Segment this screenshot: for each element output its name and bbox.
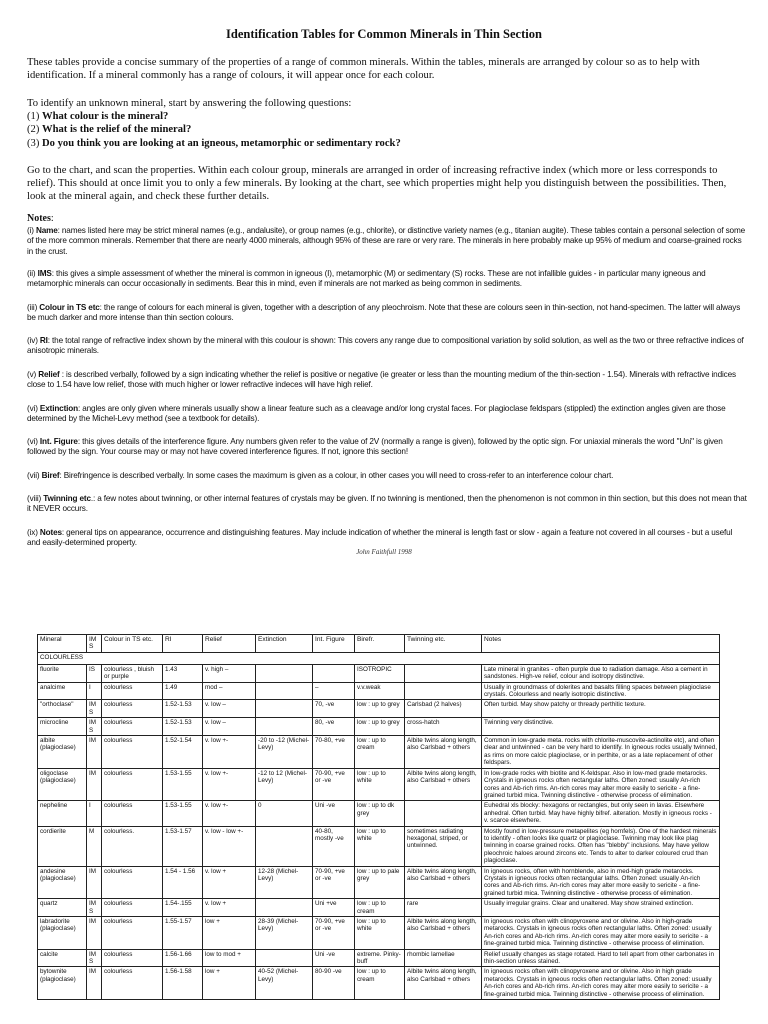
colour-cell: colourless , bluish or purple bbox=[102, 664, 163, 682]
relief-cell: v. low - low +- bbox=[203, 826, 256, 866]
birefringence-cell: v.v.weak bbox=[355, 682, 405, 700]
mineral-name-cell: "orthoclase" bbox=[38, 700, 87, 718]
column-header: Birefr. bbox=[355, 635, 405, 653]
note-item bbox=[27, 269, 747, 290]
relief-cell: v. high – bbox=[203, 664, 256, 682]
note-item bbox=[27, 303, 747, 324]
twinning-cell: Albite twins along length, also Carlsbad + others bbox=[405, 917, 482, 950]
colour-cell: colourless bbox=[102, 899, 163, 917]
notes-heading-label: Notes bbox=[27, 213, 51, 224]
mineral-name-cell: labradorite (plagioclase) bbox=[38, 917, 87, 950]
birefringence-cell: low : up to pale grey bbox=[355, 866, 405, 899]
birefringence-cell: low : up to white bbox=[355, 917, 405, 950]
note-number: (vii) bbox=[27, 471, 40, 480]
notes-cell: Late mineral in granites - often purple due to radiation damage. Also a cement in sandstones. High-ve relief, colour and isotropy distinctive. bbox=[482, 664, 720, 682]
mineral-name-cell: oligoclase (plagioclase) bbox=[38, 768, 87, 801]
birefringence-cell: low : up to cream bbox=[355, 899, 405, 917]
ri-cell: 1.55-1.57 bbox=[163, 917, 203, 950]
table-row bbox=[38, 917, 720, 950]
note-text: : general tips on appearance, occurrence and distinguishing features. May include indication of whether the mineral is length fast or slow - again a feature not covered in all courses - but a useful and easily-determined property. bbox=[27, 528, 733, 548]
colour-cell: colourless bbox=[102, 736, 163, 769]
note-item bbox=[27, 437, 747, 458]
note-item bbox=[27, 494, 747, 515]
ri-cell: 1.53-1.57 bbox=[163, 826, 203, 866]
notes-cell: In igneous rocks often with clinopyroxene and or olivine. Also in high-grade metarocks. Crystals in igneous rocks often rectangular laths. Often zoned: usually An-rich cores and Ab-rich rims. An-rich cores may alter more easily to sericite - a fine-grained turbid mica. Twinning distinctive - otherwise process of elimination. bbox=[482, 917, 720, 950]
note-key: Name bbox=[35, 226, 58, 235]
int-figure-cell: 70, -ve bbox=[313, 700, 355, 718]
extinction-cell bbox=[256, 949, 313, 967]
twinning-cell bbox=[405, 682, 482, 700]
relief-cell: v. low – bbox=[203, 718, 256, 736]
questions-intro: To identify an unknown mineral, start by answering the following questions: bbox=[27, 98, 352, 109]
ims-cell: IM bbox=[87, 967, 102, 1000]
table-row bbox=[38, 664, 720, 682]
note-item bbox=[27, 404, 747, 425]
note-text: .: a few notes about twinning, or other internal features of crystals may be given. If no twinning is mentioned, then the phenomenon is not common in thin section, but this does not mean that it NEVER occurs. bbox=[27, 494, 747, 514]
int-figure-cell: 80, -ve bbox=[313, 718, 355, 736]
extinction-cell bbox=[256, 682, 313, 700]
twinning-cell: rare bbox=[405, 899, 482, 917]
ri-cell: 1.52-1.53 bbox=[163, 718, 203, 736]
table-row bbox=[38, 682, 720, 700]
table-row bbox=[38, 736, 720, 769]
ims-cell: IMS bbox=[87, 949, 102, 967]
ri-cell: 1.53-1.55 bbox=[163, 768, 203, 801]
note-key: RI bbox=[39, 336, 48, 345]
ri-cell: 1.54-.155 bbox=[163, 899, 203, 917]
ims-cell: IMS bbox=[87, 700, 102, 718]
table-row bbox=[38, 826, 720, 866]
table-row bbox=[38, 899, 720, 917]
note-item bbox=[27, 336, 747, 357]
colour-cell: colourless bbox=[102, 917, 163, 950]
relief-cell: v. low +- bbox=[203, 768, 256, 801]
extinction-cell: 0 bbox=[256, 801, 313, 826]
notes-heading: Notes: bbox=[27, 213, 54, 224]
birefringence-cell: low : up to grey bbox=[355, 700, 405, 718]
table-row bbox=[38, 949, 720, 967]
notes-cell: In igneous rocks often with clinopyroxene and or olivine. Also in high grade metarocks. Crystals in igneous rocks often rectangular laths. Often zoned: usually An-rich cores and Ab-rich rims. An-rich cores may alter more easily to sericite - a fine-grained turbid mica. Twinning distinctive - otherwise process of elimination. bbox=[482, 967, 720, 1000]
extinction-cell bbox=[256, 899, 313, 917]
note-number: (v) bbox=[27, 370, 37, 379]
mineral-name-cell: andesine (plagioclase) bbox=[38, 866, 87, 899]
table-row bbox=[38, 866, 720, 899]
column-header: IMS bbox=[87, 635, 102, 653]
column-header: Twinning etc. bbox=[405, 635, 482, 653]
colour-cell: colourless bbox=[102, 967, 163, 1000]
relief-cell: v. low + bbox=[203, 866, 256, 899]
extinction-cell: -20 to -12 (Michel-Levy) bbox=[256, 736, 313, 769]
ims-cell: IS bbox=[87, 664, 102, 682]
question-number: (1) bbox=[27, 111, 40, 123]
ims-cell: IM bbox=[87, 917, 102, 950]
note-item bbox=[27, 370, 747, 391]
int-figure-cell: Uni -ve bbox=[313, 949, 355, 967]
twinning-cell bbox=[405, 664, 482, 682]
note-text: : angles are only given where minerals usually show a linear feature such as a cleavage and/or long crystal faces. For plagioclase feldspars (stippled) the extinction angles given are those determined by the Michel-Levy method (see a textbook for details). bbox=[27, 404, 726, 424]
question-text: What is the relief of the mineral? bbox=[42, 124, 192, 136]
notes-cell: In igneous rocks, often with hornblende, also in med-high grade metarocks. Crystals in igneous rocks often rectangular laths. Often zoned: usually An-rich cores and Ab-rich rims. An-rich cores may alter more easily to sericite - a fine-grained turbid mica. Twinning distinctive - otherwise process of elimination. bbox=[482, 866, 720, 899]
birefringence-cell: low : up to cream bbox=[355, 736, 405, 769]
int-figure-cell: 80-90 -ve bbox=[313, 967, 355, 1000]
ims-cell: IM bbox=[87, 768, 102, 801]
ims-cell: IM bbox=[87, 866, 102, 899]
twinning-cell bbox=[405, 801, 482, 826]
note-key: Relief bbox=[38, 370, 60, 379]
int-figure-cell: – bbox=[313, 682, 355, 700]
mineral-name-cell: quartz bbox=[38, 899, 87, 917]
twinning-cell: Albite twins along length, also Carlsbad + others bbox=[405, 768, 482, 801]
notes-cell: Relief usually changes as stage rotated. Hard to tell apart from other carbonates in thin-section unless stained. bbox=[482, 949, 720, 967]
ri-cell: 1.43 bbox=[163, 664, 203, 682]
table-header-row bbox=[38, 635, 720, 653]
colour-cell: colourless. bbox=[102, 826, 163, 866]
author-credit: John Faithfull 1998 bbox=[356, 548, 412, 556]
relief-cell: v. low – bbox=[203, 700, 256, 718]
note-text: : this gives details of the interference figure. Any numbers given refer to the value of 2V (normally a range is given), followed by the optic sign. For uniaxial minerals the word "Uni" is given followed by the sign. Your course may or may not have covered interference figures. If not, ignore this section! bbox=[27, 437, 723, 457]
note-text: : names listed here may be strict mineral names (e.g., andalusite), or group names (e.g., chlorite), or distinctive variety names (e.g., titanian augite). These tables contain a personal selection of some of the more common minerals. Remember that there are nearly 4000 minerals, although 95% of these are rare or very rare. The minerals in here probably make up 95% of medium and coarse-grained rocks in the crust. bbox=[27, 226, 746, 256]
column-header: Colour in TS etc. bbox=[102, 635, 163, 653]
column-header: Mineral bbox=[38, 635, 87, 653]
note-number: (vi) bbox=[27, 437, 38, 446]
colour-cell: colourless bbox=[102, 801, 163, 826]
instructions-paragraph: Go to the chart, and scan the properties. Within each colour group, minerals are arranged in order of increasing refractive index (which more or less corresponds to relief). This should at once limit you to only a few minerals. By looking at the chart, see which properties might help you distinguish between the possibilities. Then, look at the mineral again, and check these further details. bbox=[27, 165, 727, 203]
mineral-name-cell: analcime bbox=[38, 682, 87, 700]
column-header: Relief bbox=[203, 635, 256, 653]
note-key: Notes bbox=[39, 528, 62, 537]
note-item bbox=[27, 471, 747, 481]
twinning-cell: Albite twins along length, also Carlsbad + others bbox=[405, 866, 482, 899]
table-row bbox=[38, 700, 720, 718]
colour-cell: colourless bbox=[102, 682, 163, 700]
question-text: What colour is the mineral? bbox=[42, 111, 169, 123]
note-number: (iii) bbox=[27, 303, 38, 312]
twinning-cell: sometimes radiating hexagonal, striped, or untwinned. bbox=[405, 826, 482, 866]
question-number: (3) bbox=[27, 137, 40, 149]
question-item bbox=[27, 137, 745, 150]
int-figure-cell: 70-90, +ve or -ve bbox=[313, 917, 355, 950]
int-figure-cell: 40-80, mostly -ve bbox=[313, 826, 355, 866]
relief-cell: v. low +- bbox=[203, 801, 256, 826]
note-key: Extinction bbox=[39, 404, 78, 413]
ri-cell: 1.52-1.53 bbox=[163, 700, 203, 718]
extinction-cell: -12 to 12 (Michel-Levy) bbox=[256, 768, 313, 801]
colour-cell: colourless bbox=[102, 768, 163, 801]
note-key: Int. Figure bbox=[39, 437, 78, 446]
colour-group-row bbox=[38, 652, 720, 664]
ims-cell: IMS bbox=[87, 899, 102, 917]
ri-cell: 1.53-1.55 bbox=[163, 801, 203, 826]
notes-cell: Mostly found in low-pressure metapelites (eg hornfels). One of the hardest minerals to identify - often looks like quartz or plagioclase. Twinning may look like plag twinning in coarse grained rocks. Often has "blebby" inclusions. May have yellow pleochroic haloes around zircons etc. Tends to alter to darker coloured crud than plagioclase. bbox=[482, 826, 720, 866]
ri-cell: 1.52-1.54 bbox=[163, 736, 203, 769]
column-header: Int. Figure bbox=[313, 635, 355, 653]
mineral-name-cell: nepheline bbox=[38, 801, 87, 826]
twinning-cell: Carlsbad (2 halves) bbox=[405, 700, 482, 718]
int-figure-cell: Uni -ve bbox=[313, 801, 355, 826]
table-row bbox=[38, 768, 720, 801]
mineral-name-cell: calcite bbox=[38, 949, 87, 967]
int-figure-cell: 70-80, +ve bbox=[313, 736, 355, 769]
birefringence-cell: low : up to white bbox=[355, 826, 405, 866]
mineral-name-cell: albite (plagioclase) bbox=[38, 736, 87, 769]
colour-cell: colourless bbox=[102, 866, 163, 899]
intro-paragraph: These tables provide a concise summary of the properties of a range of common minerals. Within the tables, minerals are arranged by colour so as to help with identification. If a mineral commonly has a range of colours, it will appear once for each colour. bbox=[27, 57, 700, 82]
table-row bbox=[38, 967, 720, 1000]
int-figure-cell: Uni +ve bbox=[313, 899, 355, 917]
notes-cell: Often turbid. May show patchy or thready perthitic texture. bbox=[482, 700, 720, 718]
extinction-cell bbox=[256, 664, 313, 682]
colour-cell: colourless bbox=[102, 949, 163, 967]
column-header: Notes bbox=[482, 635, 720, 653]
notes-cell: Usually irregular grains. Clear and unaltered. May show strained extinction. bbox=[482, 899, 720, 917]
mineral-name-cell: microcline bbox=[38, 718, 87, 736]
relief-cell: v. low +- bbox=[203, 736, 256, 769]
colour-cell: colourless bbox=[102, 700, 163, 718]
extinction-cell bbox=[256, 718, 313, 736]
twinning-cell: Albite twins along length, also Carlsbad + others bbox=[405, 736, 482, 769]
question-item bbox=[27, 123, 745, 136]
extinction-cell bbox=[256, 826, 313, 866]
note-text: : the range of colours for each mineral is given, together with a description of any pleochroism. Note that these are colours seen in thin-section, not hand-specimen. The latter will always be much darker and more intense than thin section colours. bbox=[27, 303, 741, 323]
note-item bbox=[27, 226, 747, 257]
mineral-name-cell: fluorite bbox=[38, 664, 87, 682]
note-number: (ii) bbox=[27, 269, 36, 278]
twinning-cell: Albite twins along length, also Carlsbad + others bbox=[405, 967, 482, 1000]
birefringence-cell: extreme. Pinky-buff bbox=[355, 949, 405, 967]
ims-cell: M bbox=[87, 826, 102, 866]
int-figure-cell: 70-90, +ve or -ve bbox=[313, 866, 355, 899]
relief-cell: mod – bbox=[203, 682, 256, 700]
minerals-table bbox=[37, 634, 720, 1000]
birefringence-cell: low : up to cream bbox=[355, 967, 405, 1000]
relief-cell: v. low + bbox=[203, 899, 256, 917]
colour-cell: colourless bbox=[102, 718, 163, 736]
relief-cell: low + bbox=[203, 967, 256, 1000]
birefringence-cell: low : up to grey bbox=[355, 718, 405, 736]
extinction-cell: 28-39 (Michel-Levy) bbox=[256, 917, 313, 950]
twinning-cell: cross-hatch bbox=[405, 718, 482, 736]
extinction-cell: 12-28 (Michel-Levy) bbox=[256, 866, 313, 899]
ims-cell: IM bbox=[87, 736, 102, 769]
note-key: IMS bbox=[37, 269, 52, 278]
note-number: (vi) bbox=[27, 404, 38, 413]
ri-cell: 1.54 - 1.56 bbox=[163, 866, 203, 899]
birefringence-cell: ISOTROPIC bbox=[355, 664, 405, 682]
note-number: (iv) bbox=[27, 336, 38, 345]
note-number: (i) bbox=[27, 226, 34, 235]
column-header: Extinction bbox=[256, 635, 313, 653]
mineral-name-cell: bytownite (plagioclase) bbox=[38, 967, 87, 1000]
table-row bbox=[38, 718, 720, 736]
extinction-cell bbox=[256, 700, 313, 718]
ims-cell: I bbox=[87, 801, 102, 826]
colour-group-label: COLOURLESS bbox=[38, 652, 720, 664]
question-text: Do you think you are looking at an igneous, metamorphic or sedimentary rock? bbox=[42, 137, 401, 149]
note-text: : this gives a simple assessment of whether the mineral is common in igneous (I), metamorphic (M) or sedimentary (S) rocks. These are not infallible guides - in particular many igneous and metamorphic minerals can occur occasionally in sediments. Bear this in mind, even if minerals are not marked as being common in sediments. bbox=[27, 269, 706, 289]
ri-cell: 1.56-1.66 bbox=[163, 949, 203, 967]
question-number: (2) bbox=[27, 124, 40, 136]
ims-cell: I bbox=[87, 682, 102, 700]
notes-cell: Usually in groundmass of dolerites and basalts filling spaces between plagioclase crystals. Colourless and nearly isotropic distinctive. bbox=[482, 682, 720, 700]
int-figure-cell: 70-90, +ve or -ve bbox=[313, 768, 355, 801]
birefringence-cell: low : up to dk grey bbox=[355, 801, 405, 826]
questions-block bbox=[27, 97, 745, 150]
note-text: : is described verbally, followed by a sign indicating whether the relief is positive or negative (ie greater or less than the mounting medium of the thin-section - 1.54). Minerals with refractive indices close to 1.54 have low relief, those with much higher or lower refractive indeces will have high relief. bbox=[27, 370, 736, 390]
notes-cell: Twinning very distinctive. bbox=[482, 718, 720, 736]
mineral-name-cell: cordierite bbox=[38, 826, 87, 866]
question-item bbox=[27, 110, 745, 123]
int-figure-cell bbox=[313, 664, 355, 682]
note-text: : Birefringence is described verbally. In some cases the maximum is given as a colour, in other cases you will need to cross-refer to an interference colour chart. bbox=[59, 471, 614, 480]
relief-cell: low to mod + bbox=[203, 949, 256, 967]
notes-cell: Euhedral xls blocky: hexagons or rectangles, but only seen in lavas. Elsewhere anhedral. Often turbid. May have highly bifref. alteration. Mostly in igneous rocks - v. scarce elsewhere. bbox=[482, 801, 720, 826]
note-number: (viii) bbox=[27, 494, 42, 503]
ri-cell: 1.49 bbox=[163, 682, 203, 700]
note-key: Biref bbox=[41, 471, 60, 480]
notes-cell: Common in low-grade meta. rocks with chlorite-muscovite-actinolite etc), and often clear and untwinned - can be very hard to identify. In igneous rocks usually twinned, as rims on more calcic plagioclase, or in perthite, or as a late replacement of other feldspars. bbox=[482, 736, 720, 769]
page-title: Identification Tables for Common Minerals in Thin Section bbox=[226, 27, 542, 41]
ri-cell: 1.56-1.58 bbox=[163, 967, 203, 1000]
note-text: : the total range of refractive index shown by the mineral with this coulour is shown: This covers any range due to compositional variation by solid solution, as well as the two or three refractive indices of anisotropic minerals. bbox=[27, 336, 744, 356]
extinction-cell: 40-52 (Michel-Levy) bbox=[256, 967, 313, 1000]
table-row bbox=[38, 801, 720, 826]
notes-cell: In low-grade rocks with biotite and K-feldspar. Also in low-med grade metarocks. Crystals in igneous rocks often rectangular laths. Often zoned: usually An-rich cores and Ab-rich rims. An-rich cores may alter more easily to sericite - a fine-grained turbid mica. Twinning distinctive - otherwise process of elimination. bbox=[482, 768, 720, 801]
column-header: RI bbox=[163, 635, 203, 653]
note-number: (ix) bbox=[27, 528, 38, 537]
relief-cell: low + bbox=[203, 917, 256, 950]
birefringence-cell: low : up to white bbox=[355, 768, 405, 801]
note-key: Twinning etc bbox=[43, 494, 91, 503]
ims-cell: IMS bbox=[87, 718, 102, 736]
note-item bbox=[27, 528, 747, 549]
twinning-cell: rhombic lamellae bbox=[405, 949, 482, 967]
note-key: Colour in TS etc bbox=[39, 303, 100, 312]
